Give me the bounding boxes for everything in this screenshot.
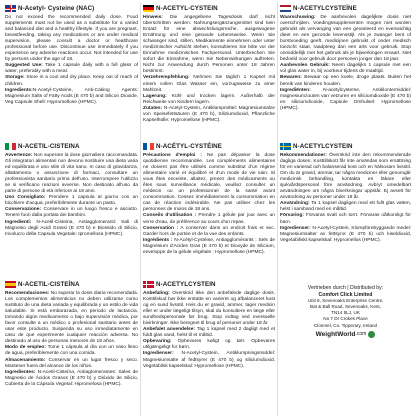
section-body: [143, 15, 275, 124]
usage-text: Prendre 1 gélule par jour avec un verre d'eau, de préférence au cours d'un repas.: [143, 213, 275, 225]
ie-address-line-2: Clonmel, Co. Tipperary, Ireland: [313, 322, 378, 328]
section-english: [5, 2, 138, 140]
usage-text: Prendere 1 capsula al giorno con un bicchiere d'acqua, preferibilmente durante un pasto.: [5, 195, 138, 207]
usage-label: Anbefalet anvendelse:: [143, 327, 196, 333]
storage-label: Förvaring:: [280, 213, 304, 219]
column-right: [277, 2, 413, 416]
section-italian: [5, 140, 138, 278]
ingredients-text: N-Acetil-Cisteína, Antiaglomerantes: Sales de Magnesio de Ácidos Grasos (E 470 b) y Dióxido de Silicio, Cubierta de la Cápsula Vegetal: Hipromelosa (HPMC).: [5, 369, 138, 387]
distributor-company: Comfort Click Limited: [318, 291, 373, 298]
section-header: [280, 141, 411, 152]
storage-label: Opbevaring:: [143, 339, 172, 345]
usage-text: Tome 1 cápsula al día con un vaso lleno de agua, preferiblemente con una comida.: [5, 345, 138, 357]
ingredients-label: Ingredientes:: [5, 369, 36, 375]
usage-label: Verzehrempfehlung:: [143, 75, 190, 81]
warning-label: Hinweis:: [143, 15, 163, 20]
column-middle: [140, 2, 277, 416]
column-left: [3, 2, 140, 416]
storage-text: Förvaras svalt och torrt. Förvaras oåtkomligt för barn.: [280, 213, 411, 225]
usage-text: Ta 1 kapsel dagligen med ett fullt glas vatten, helst i samband med en måltid.: [280, 201, 411, 213]
storage-text: Conservare in un luogo fresco e asciutto. Tenere fuori dalla portata dei bambini.: [5, 207, 138, 219]
warning-text: Ne pas dépasser la dose quotidienne recommandée. Les compléments alimentaires ne doivent pas être utilisés comme substitut d'un régime alimentaire varié et équilibré et d'un mode de vie sain. Si vous êtes enceinte, allaitez, prenez des médicaments ou êtes sous surveillance médicale, veuillez consulter un médecin ou un professionnel de la santé avant consommation. Cessez immédiatement la consommation en cas de réaction indésirable. Ne pas utiliser chez les personnes de moins de 18 ans.: [143, 153, 275, 213]
storage-text: A conserver dans un endroit frais et sec. Garder hors de portée et de la vue des enfants.: [143, 225, 275, 237]
section-body: [280, 153, 411, 244]
section-header: [143, 141, 275, 152]
uk-address-line-1: Unit 8, Sevenoaks Enterprise Centre,: [307, 298, 384, 304]
uk-address-line-2: Bat & Ball Road, Sevenoaks, Kent,: [310, 304, 381, 310]
warning-text: Överskrid inte den rekommenderade dagliga dosen. Kosttillskott får inte användas som ersättning för en varierad och balanserad kost och en hälsosam livsstil. Om du är gravid, ammar, tar några mediciner eller genomgår medicinsk behandling, kontakta en läkare eller sjukvårdspersonal före användning. Avbryt omedelbart användningen om några biverkningar uppstår. Ej avsett för användning av personer under 18 år.: [280, 153, 411, 201]
spain-flag-icon: [5, 281, 16, 288]
warning-text: Overskrid ikke den anbefalede daglige dosis. Kosttilskud bør ikke erstatte en varieret og afbalanceret kost og en sund livsstil. Hvis du er gravid, ammer, tager medicin eller er under lægeligt tilsyn, skal du konsultere en læge eller sundhedspersonale før brug. Stop indtag ved eventuelle bivirkninger. Ikke beregnet til brug af personer under 18 år.: [143, 291, 275, 327]
section-body: [5, 15, 138, 106]
usage-label: Conseils d'utilisation :: [143, 213, 197, 219]
ingredients-text: N-acetylcysteïne, Antiklontermiddel: magnesiumzouten van vetzuren en siliciumdioxide (E 470 b) en siliciumdioxide, Capsule Omhulsel: Hypromellose (HPMC).: [280, 87, 411, 111]
section-header: [143, 3, 275, 14]
usage-text: Take 1 capsule daily with a full glass of water, preferably with a meal.: [5, 63, 138, 75]
warning-text: No superar la dosis diaria recomendada. Los complementos alimenticios no deben utilizarse como sustituto de una dieta variada y equilibrada y un estilo de vida saludable. Si está embarazada, en periodo de lactancia, tomando algún medicamento o bajo supervisión médica, por favor consulte a un médico o profesional sanitario antes de usar este producto. Suspenda su uso inmediatamente en caso de que experimente cualquier reacción adversa. No destinado al uso de personas menores de 18 años.: [5, 291, 138, 345]
section-title: N-Acetyl- Cysteine (NAC): [18, 5, 95, 12]
section-body: [143, 291, 275, 370]
section-header: [5, 279, 138, 290]
warning-text: Do not exceed the recommended daily dose. Food supplements must not be used as a substitute for a varied and balanced diet and a healthy lifestyle. If you are pregnant, breastfeeding, taking any medications or are under medical supervision, please consult a doctor or healthcare professional before use. Discontinue use immediately if you experience any adverse reactions occur. Not intended for use by persons under the age of 18.: [5, 15, 138, 63]
section-title: N-ACETYLCYSTEIN: [156, 281, 216, 288]
ingredients-label: Ingrediënten:: [280, 87, 311, 93]
storage-text: Conservar en un lugar fresco y seco. Mantener fuera del alcance de los niños.: [5, 357, 138, 369]
france-flag-icon: [143, 143, 154, 150]
ingredients-text: N-Acetyl-Cystein, Antiklumpningsmiddel: Magnesiumsalte af fedtsyrer (E 470 b) og siliciumdioxid, Vegetabilsk kapselskal: Hypromellose (HPMC).: [143, 351, 275, 369]
section-spanish: [5, 278, 138, 416]
netherlands-flag-icon: [280, 5, 291, 12]
section-body: [280, 15, 411, 112]
sweden-flag-icon: [280, 143, 291, 150]
ingredients-text: N-Acetyl-Cysteine, Anti-Caking Agents: Magnesium Salts of Fatty Acids (E 470 b) and Silicon Dioxide, Veg Capsule Shell: Hypromellose (HPMC).: [5, 87, 138, 105]
section-body: [5, 291, 138, 388]
storage-label: Conservazione:: [5, 207, 42, 213]
ingredients-label: Ingredienser:: [280, 225, 311, 231]
section-header: [5, 141, 138, 152]
uk-address-line-3: TN14 5LJ, UK: [331, 310, 360, 316]
warning-label: Précautions d'emploi :: [143, 153, 202, 158]
warning-text: Die angegebene Tagesdosis darf nicht überschritten werden. Nahrungsergänzungsmittel sind kein Ersatz für eine abwechslungsreiche, ausgewogene Ernährung und eine gesunde Lebensweise. Wenn Sie schwanger sind, stillen, Medikamente einnehmen oder unter medizinischer Aufsicht stehen, konsultieren Sie bitte vor der Einnahme medizinisches Fachpersonal. Unterbrechen Sie sofort die Einnahme, wenn Sie Nebenwirkungen auftreten. Nicht zur Anwendung durch Personen unter 18 Jahren bestimmt.: [143, 15, 275, 75]
section-french: [143, 140, 275, 278]
storage-label: Storage:: [5, 75, 25, 81]
ingredients-label: Ingredienser:: [143, 351, 174, 357]
usage-text: Neem dagelijks 1 capsule met een vol glas water in, bij voorkeur tijdens de maaltijd.: [280, 63, 411, 75]
storage-label: Conservation :: [143, 225, 179, 231]
ingredients-text: N-Acetyl-Cystein, Antiklumpmittel: Magnesiumsalze von Speisefettsäuren (E 470 b), Siliziumdioxid, Pflanzliche Kapselhülle: Hypromellose (HPMC).: [143, 105, 275, 123]
warning-label: Rekommendationer:: [280, 153, 327, 158]
section-german: [143, 2, 275, 140]
ingredients-label: Zutaten:: [143, 105, 163, 111]
section-swedish: [280, 140, 411, 278]
logo-mark-icon: [368, 331, 375, 338]
warning-label: Avvertenze:: [5, 153, 33, 158]
section-title: N-ACETIL-CISTEÍNA: [18, 281, 80, 288]
storage-label: Almacenamiento:: [5, 357, 46, 363]
storage-text: Opbevares køligt og tørt. Opbevares utilgængeligt for børn.: [143, 339, 275, 351]
distributor-block: [280, 282, 411, 338]
logo-wordmark: WeightWorld: [315, 330, 356, 338]
ingredients-text: N-Acétyl-Cystéine, Antiagglomérants : Sels de Magnésium d'Acides Gras (E 470 b) et Dioxyde de Silicium, enveloppe de la gélule végétale : Hypromellose (HPMC).: [143, 237, 275, 255]
section-title: N-ACETYLCYSTEÏNE: [293, 5, 357, 12]
usage-label: Användning:: [280, 201, 310, 207]
section-dutch: [280, 2, 411, 140]
usage-label: Suggested Use:: [5, 63, 43, 69]
usage-label: Modo de empleo:: [5, 345, 46, 351]
storage-label: Bewaren:: [280, 75, 302, 81]
section-header: [143, 279, 275, 290]
usage-label: Aanbevolen Gebruik:: [280, 63, 330, 69]
storage-text: Kühl und trocken lagern. Außerhalb der Reichweite von Kindern lagern.: [143, 93, 275, 105]
section-title: N-ACETIL-CISTEINA: [18, 143, 80, 150]
weightworld-logo: [280, 331, 411, 338]
label-grid: [3, 2, 413, 416]
storage-text: Bewaar op een koele, droge plaats. Buiten het bereik van kinderen houden.: [280, 75, 411, 87]
ingredients-label: Ingredients:: [5, 87, 33, 93]
ie-address-line-1: No 7 Dr Crokes Place: [323, 316, 368, 322]
ingredients-label: Ingrédients :: [143, 237, 173, 243]
warning-text: De aanbevolen dagelijkse dosis niet overschrijden. Voedingssupplementen mogen niet worden gebruikt als vervanging van een gevarieerd en evenwichtig dieet en een gezonde levensstijl. Als je zwanger bent of borstvoeding geeft, medicijnen gebruikt of onder medisch toezicht staat, raadpleeg dan een arts voor gebruik. Stop onmiddellijk met het gebruik als je bijwerkingen ervaart. Niet bedoeld voor gebruik door personen jonger dan 18 jaar.: [280, 15, 411, 63]
section-title: N-ACETYLCYSTEIN: [293, 143, 353, 150]
ingredients-label: Ingredienti:: [5, 219, 32, 225]
storage-label: Lagerung:: [143, 93, 167, 99]
section-body: [5, 153, 138, 238]
ingredients-text: N-Acetil-Cisteina, Antiagglomeranti: Sali di Magnesio degli Acidi Grassi (E 470 b) e Biossido di Silicio, Involucro della Capsula Vegetale: Ipromellosa (HPMC).: [5, 219, 138, 237]
usage-text: Nehmen Sie täglich 1 Kapsel mit einem vollen Glas Wasser ein, vorzugsweise zu einer Mahlzeit.: [143, 75, 275, 93]
germany-flag-icon: [143, 5, 154, 12]
logo-domain: .com: [355, 331, 367, 338]
uk-flag-icon: [5, 5, 16, 12]
usage-text: Tag 1 kapsel med 2 dagligt med et fuldt glas vand, helst til et måltid.: [143, 327, 275, 339]
denmark-flag-icon: [143, 281, 154, 288]
warning-label: Anbefaling:: [143, 291, 170, 296]
section-title: N-ACÉTYL-CYSTÉINE: [156, 143, 222, 150]
section-body: [143, 153, 275, 256]
warning-label: Waarschuwing:: [280, 15, 316, 20]
usage-label: Uso Consigliato:: [5, 195, 46, 201]
storage-text: Store in a cool and dry place. Keep out of reach of children.: [5, 75, 138, 87]
section-danish: [143, 278, 275, 416]
section-title: N-ACETYL-CYSTEIN: [156, 5, 218, 12]
warning-text: Non superare la dose giornaliera raccomandata. Gli integratori alimentari non devono sostituire una dieta varia ed equilibrata e uno stile di vita sano. In caso di gravidanza, allattamento o assunzione di farmaci, consultare un professionista sanitario prima dell'uso. Interrompere l'utilizzo se si verificano reazioni avverse. Non destinato all'uso da parte di persone di età inferiore ai 18 anni.: [5, 153, 138, 195]
ingredients-text: N-Acetyl-Cystein, Klumpförebyggande medel: Magnesiumsalter av fettsyror (E 470 b) och kiseldioxid, Vegetabiliskt kapselskal: Hypromellos (HPMC).: [280, 225, 411, 243]
distributor-heading: Vertrieben durch | Distributed by:: [307, 285, 384, 291]
warning-label: Recomendaciones:: [5, 291, 50, 296]
italy-flag-icon: [5, 143, 16, 150]
section-header: [280, 3, 411, 14]
section-header: [5, 3, 138, 14]
